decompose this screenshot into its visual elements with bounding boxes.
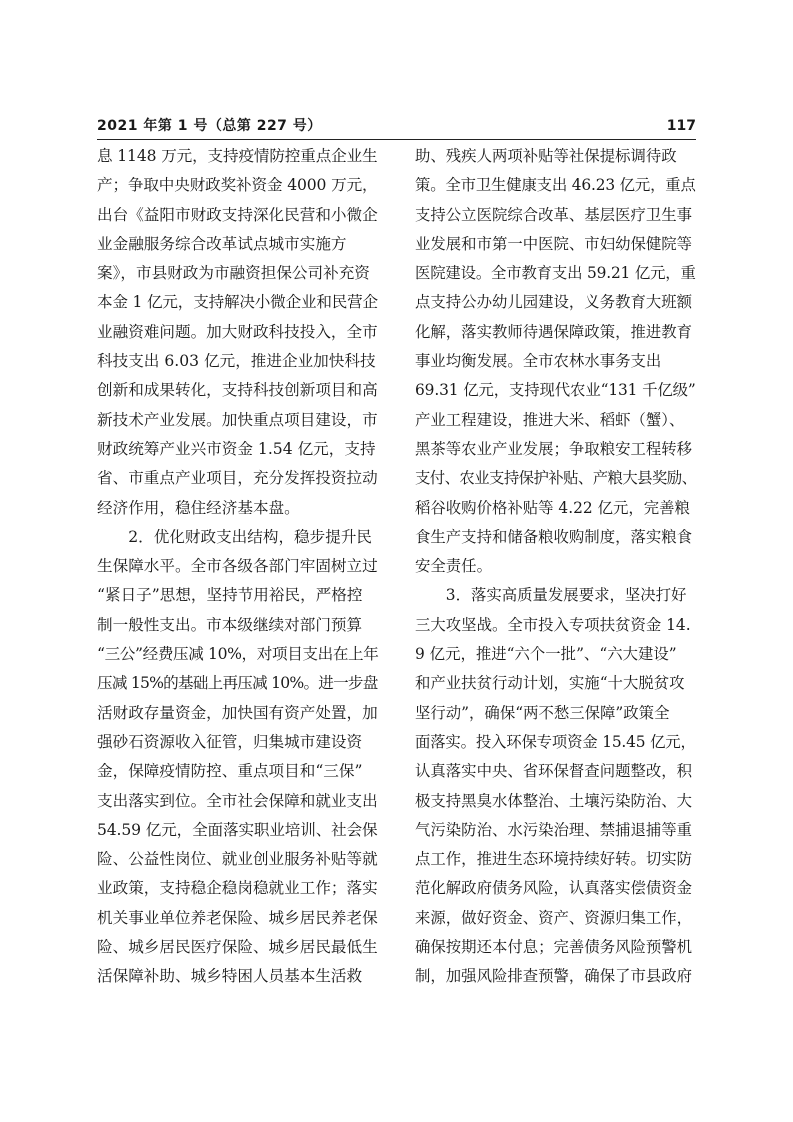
- page-number: 117: [666, 118, 696, 134]
- text-line: 出台《益阳市财政支持深化民营和小微企: [97, 205, 378, 224]
- text-line: “紧日子”思想，坚持节用裕民，严格控: [97, 586, 363, 605]
- text-line: “三公”经费压减 10%，对项目支出在上年: [97, 645, 379, 664]
- text-line: 食生产支持和储备粮收购制度，落实粮食: [415, 527, 693, 546]
- text-line: 医院建设。全市教育支出 59.21 亿元，重: [415, 264, 696, 283]
- text-line: 稻谷收购价格补贴等 4.22 亿元，完善粮: [415, 498, 690, 517]
- text-line: 制，加强风险排查预警，确保了市县政府: [415, 967, 693, 986]
- right-column: [415, 142, 696, 992]
- text-line: 2．优化财政支出结构，稳步提升民: [97, 527, 373, 546]
- text-line: 产业工程建设，推进大米、稻虾（蟹）、: [415, 410, 685, 429]
- text-line: 创新和成果转化，支持科技创新项目和高: [97, 381, 378, 400]
- text-line: 支出落实到位。全市社会保障和就业支出: [97, 791, 378, 810]
- text-line: 息 1148 万元，支持疫情防控重点企业生: [97, 147, 378, 165]
- text-line: 新技术产业发展。加快重点项目建设，市: [97, 410, 378, 429]
- text-line: 险、城乡居民医疗保险、城乡居民最低生: [97, 938, 378, 957]
- text-line: 54.59 亿元，全面落实职业培训、社会保: [97, 820, 378, 839]
- text-line: 活保障补助、城乡特困人员基本生活救: [97, 967, 363, 986]
- text-line: 强砂石资源收入征管，归集城市建设资: [97, 732, 363, 751]
- text-line: 坚行动”，确保“两不愁三保障”政策全: [415, 703, 670, 722]
- text-line: 业发展和市第一中医院、市妇幼保健院等: [415, 234, 693, 253]
- text-line: 3．落实高质量发展要求，坚决打好: [415, 586, 687, 605]
- text-line: 来源，做好资金、资产、资源归集工作，: [415, 908, 693, 927]
- text-line: 和产业扶贫行动计划，实施“十大脱贫攻: [415, 674, 685, 693]
- text-line: 制一般性支出。市本级继续对部门预算: [97, 615, 363, 634]
- text-line: 业融资难问题。加大财政科技投入，全市: [97, 322, 378, 341]
- text-line: 气污染防治、水污染治理、禁捕退捕等重: [415, 820, 693, 839]
- text-line: 三大攻坚战。全市投入专项扶贫资金 14.: [415, 615, 691, 634]
- text-line: 支持公立医院综合改革、基层医疗卫生事: [415, 205, 693, 224]
- text-line: 省、市重点产业项目，充分发挥投资拉动: [97, 469, 378, 488]
- text-line: 黑茶等农业产业发展；争取粮安工程转移: [415, 439, 693, 458]
- issue-label: 2021 年第 1 号（总第 227 号）: [97, 118, 322, 134]
- text-line: 业政策，支持稳企稳岗稳就业工作；落实: [97, 879, 378, 898]
- text-line: 极支持黑臭水体整治、土壤污染防治、大: [415, 791, 693, 810]
- text-line: 机关事业单位养老保险、城乡居民养老保: [97, 908, 378, 927]
- text-line: 产；争取中央财政奖补资金 4000 万元，: [97, 176, 378, 195]
- text-line: 活财政存量资金，加快国有资产处置，加: [97, 703, 378, 722]
- text-line: 面落实。投入环保专项资金 15.45 亿元，: [415, 732, 696, 751]
- text-line: 事业均衡发展。全市农林水事务支出: [415, 352, 662, 371]
- text-line: 科技支出 6.03 亿元，推进企业加快科技: [97, 352, 376, 371]
- text-line: 认真落实中央、省环保督查问题整改，积: [415, 762, 693, 781]
- text-line: 点支持公办幼儿园建设，义务教育大班额: [415, 293, 693, 312]
- page-header: [97, 117, 696, 137]
- text-line: 助、残疾人两项补贴等社保提标调待政: [415, 147, 677, 165]
- text-line: 压减 15%的基础上再压减 10%。进一步盘: [97, 674, 378, 693]
- text-line: 本金 1 亿元，支持解决小微企业和民营企: [97, 293, 378, 312]
- text-line: 化解，落实教师待遇保障政策，推进教育: [415, 322, 693, 341]
- text-line: 点工作，推进生态环境持续好转。切实防: [415, 850, 693, 869]
- text-line: 案》，市县财政为市融资担保公司补充资: [97, 264, 370, 283]
- text-line: 安全责任。: [415, 557, 492, 576]
- text-line: 财政统筹产业兴市资金 1.54 亿元，支持: [97, 439, 376, 458]
- text-line: 9 亿元，推进“六个一批”、“六大建设”: [415, 645, 677, 664]
- text-line: 险、公益性岗位、就业创业服务补贴等就: [97, 850, 378, 869]
- header-rule: [97, 139, 696, 140]
- text-line: 业金融服务综合改革试点城市实施方: [97, 234, 347, 253]
- text-line: 生保障水平。全市各级各部门牢固树立过: [97, 557, 378, 576]
- text-line: 策。全市卫生健康支出 46.23 亿元，重点: [415, 176, 696, 195]
- text-line: 经济作用，稳住经济基本盘。: [97, 498, 300, 517]
- text-line: 确保按期还本付息；完善债务风险预警机: [415, 938, 693, 957]
- text-line: 支付、农业支持保护补贴、产粮大县奖励、: [415, 469, 697, 488]
- text-line: 69.31 亿元，支持现代农业“131 千亿级”: [415, 381, 696, 400]
- text-line: 金，保障疫情防控、重点项目和“三保”: [97, 762, 363, 781]
- left-column: [97, 142, 378, 992]
- text-line: 范化解政府债务风险，认真落实偿债资金: [415, 879, 693, 898]
